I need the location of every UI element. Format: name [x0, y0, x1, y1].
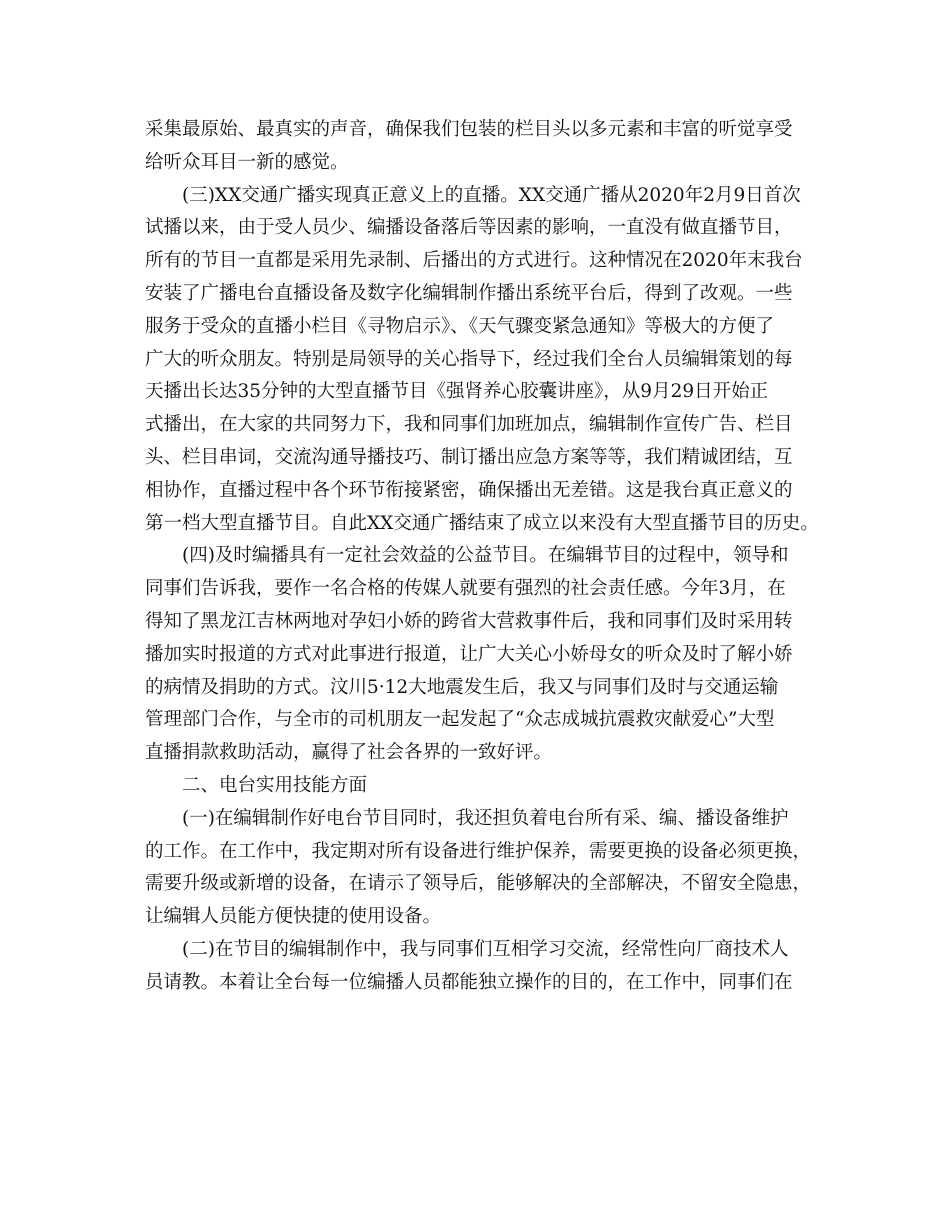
text-line: 的工作。在工作中，我定期对所有设备进行维护保养，需要更换的设备必须更换，: [145, 840, 812, 862]
text-line: 相协作，直播过程中各个环节衔接紧密，确保播出无差错。这是我台真正意义的: [145, 479, 793, 501]
text-line: 服务于受众的直播小栏目《寻物启示》、《天气骤变紧急通知》等极大的方便了: [145, 315, 775, 337]
text-line: (四)及时编播具有一定社会效益的公益节目。在编辑节目的过程中，领导和: [182, 545, 789, 567]
text-line: 试播以来，由于受人员少、编播设备落后等因素的影响，一直没有做直播节目，: [145, 217, 793, 239]
text-line: 广大的听众朋友。特别是局领导的关心指导下，经过我们全台人员编辑策划的每: [145, 348, 793, 370]
text-line: 员请教。本着让全台每一位编播人员都能独立操作的目的，在工作中，同事们在: [145, 971, 793, 993]
text-line: 直播捐款救助活动，赢得了社会各界的一致好评。: [145, 742, 553, 764]
text-line: 安装了广播电台直播设备及数字化编辑制作播出系统平台后，得到了改观。一些: [145, 282, 793, 304]
text-line: 所有的节目一直都是采用先录制、后播出的方式进行。这种情况在2020年末我台: [145, 250, 803, 272]
text-line: 播加实时报道的方式对此事进行报道，让广大关心小娇母女的听众及时了解小娇: [145, 643, 793, 665]
text-line: 的病情及捐助的方式。汶川5·12大地震发生后，我又与同事们及时与交通运输: [145, 676, 779, 698]
text-line: 头、栏目串词，交流沟通导播技巧、制订播出应急方案等等，我们精诚团结，互: [145, 446, 793, 468]
text-line: 第一档大型直播节目。自此XX交通广播结束了成立以来没有大型直播节目的历史。: [145, 512, 819, 534]
text-line: 天播出长达35分钟的大型直播节目《强肾养心胶囊讲座》，从9月29日开始正: [145, 381, 769, 403]
text-line: 同事们告诉我，要作一名合格的传媒人就要有强烈的社会责任感。今年3月，在: [145, 578, 786, 600]
text-line: (二)在节目的编辑制作中，我与同事们互相学习交流，经常性向厂商技术人: [182, 938, 789, 960]
text-line: (一)在编辑制作好电台节目同时，我还担负着电台所有采、编、播设备维护: [182, 807, 789, 829]
text-line: 让编辑人员能方便快捷的使用设备。: [145, 906, 442, 928]
text-line: 给听众耳目一新的感觉。: [145, 151, 349, 173]
text-line: 式播出，在大家的共同努力下，我和同事们加班加点，编辑制作宣传广告、栏目: [145, 414, 793, 436]
text-line: 采集最原始、最真实的声音，确保我们包装的栏目头以多元素和丰富的听觉享受: [145, 119, 793, 140]
text-line: 二、电台实用技能方面: [182, 774, 368, 796]
document-body: [145, 114, 825, 1000]
text-line: 得知了黑龙江吉林两地对孕妇小娇的跨省大营救事件后，我和同事们及时采用转: [145, 610, 793, 632]
text-line: (三)XX交通广播实现真正意义上的直播。XX交通广播从2020年2月9日首次: [182, 184, 801, 206]
text-line: 需要升级或新增的设备，在请示了领导后，能够解决的全部解决，不留安全隐患，: [145, 873, 812, 895]
text-line: 管理部门合作，与全市的司机朋友一起发起了“众志成城抗震救灾献爱心”大型: [145, 709, 775, 731]
